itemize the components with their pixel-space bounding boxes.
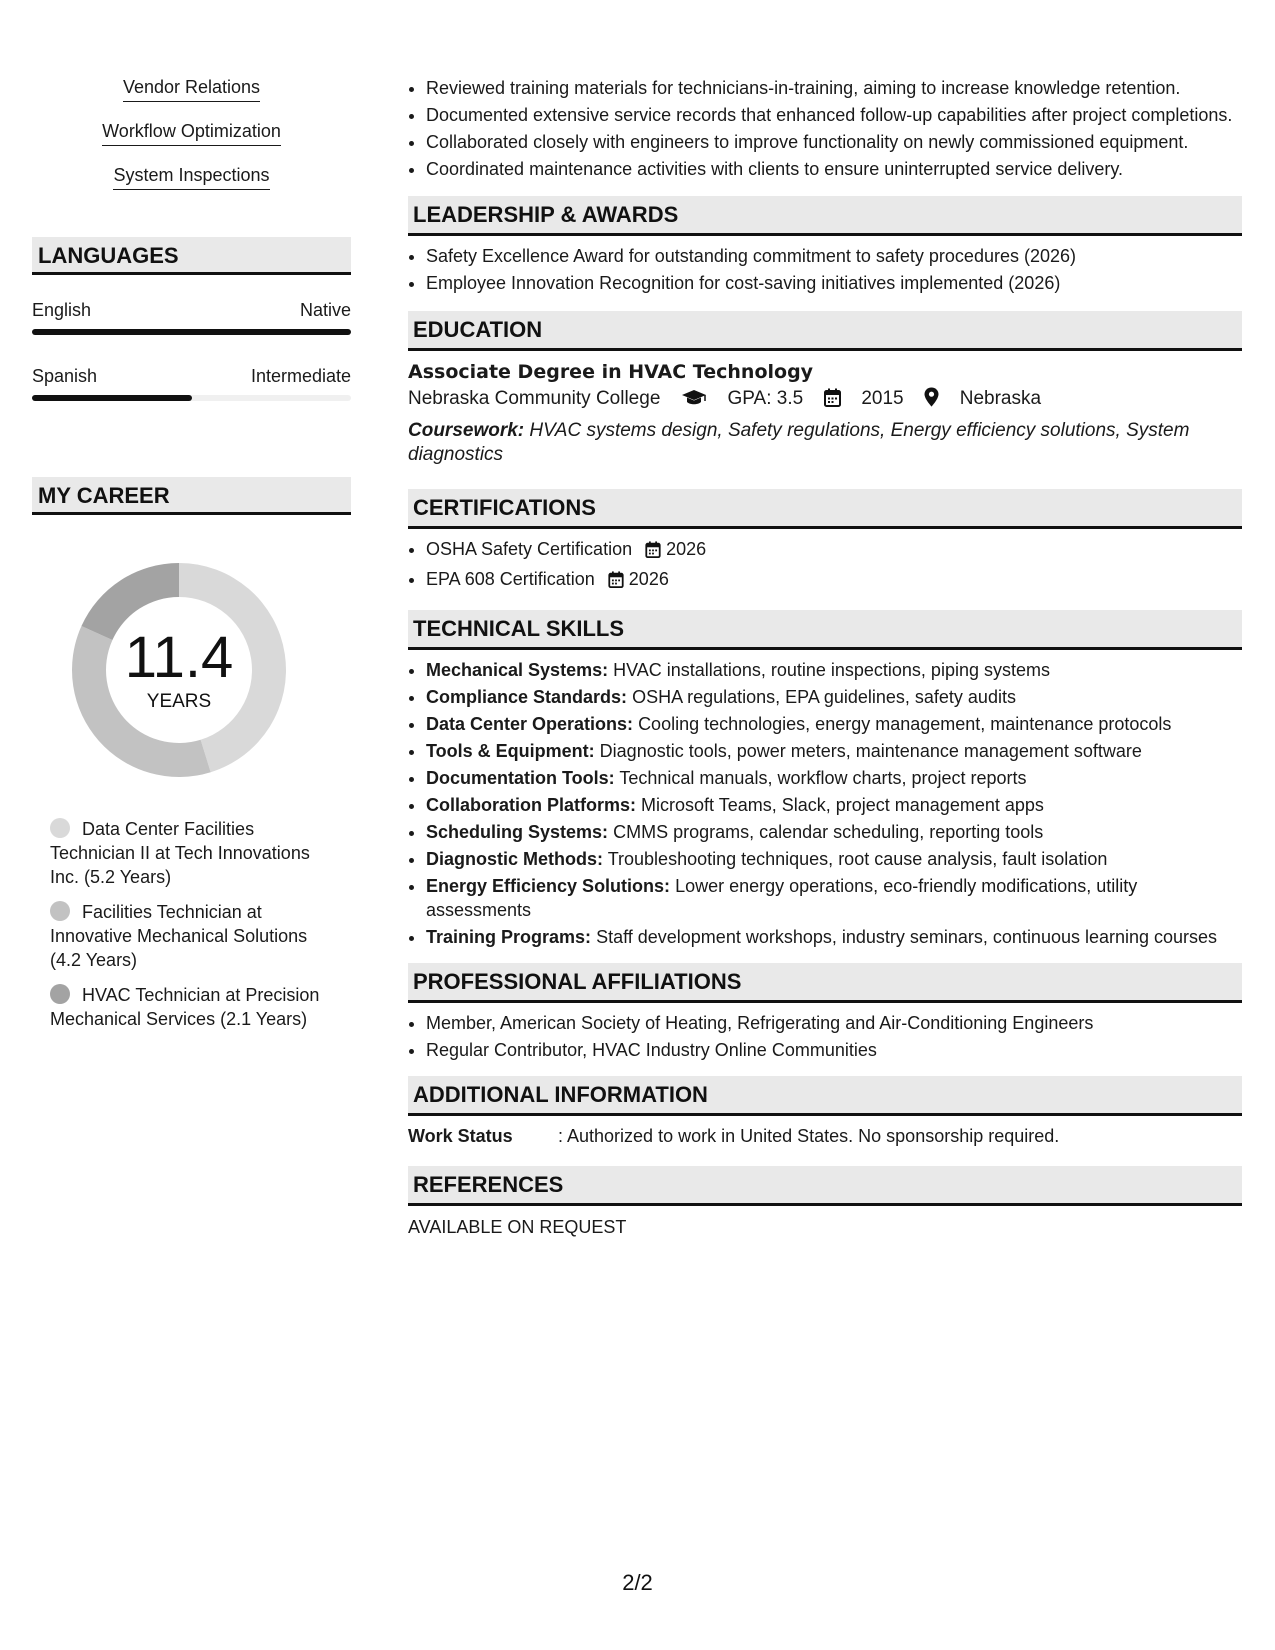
technical-skill-item bbox=[426, 820, 1242, 844]
experience-bullet: • Collaborated closely with engineers to improve functionality on newly commissioned equipment. bbox=[426, 130, 1242, 154]
school-name: Nebraska Community College bbox=[408, 388, 661, 409]
career-legend bbox=[50, 817, 351, 1031]
career-legend-text: Facilities Technician at Innovative Mechanical Solutions (4.2 Years) bbox=[50, 902, 308, 970]
education-heading: EDUCATION bbox=[408, 311, 1242, 351]
skill-category: Collaboration Platforms: bbox=[426, 795, 637, 815]
graduation-year: 2015 bbox=[861, 388, 904, 409]
references-text: AVAILABLE ON REQUEST bbox=[408, 1217, 627, 1237]
skill-category: Diagnostic Methods: bbox=[426, 849, 604, 869]
career-total-years: 11.4 bbox=[124, 625, 234, 690]
skill-category: Documentation Tools: bbox=[426, 768, 615, 788]
skill-tag: System Inspections bbox=[113, 163, 269, 190]
technical-skill-item bbox=[426, 925, 1242, 949]
skill-detail: HVAC installations, routine inspections, piping systems bbox=[613, 660, 1050, 680]
affiliations-list bbox=[408, 1011, 1242, 1062]
skill-detail: Diagnostic tools, power meters, maintenance management software bbox=[599, 741, 1142, 761]
affiliation-item: • Member, American Society of Heating, Refrigerating and Air-Conditioning Engineers bbox=[426, 1011, 1242, 1035]
technical-skills-heading: TECHNICAL SKILLS bbox=[408, 610, 1242, 650]
technical-skill-item bbox=[426, 739, 1242, 763]
work-status-label: Work Status bbox=[408, 1126, 513, 1146]
skill-tag: Vendor Relations bbox=[123, 75, 260, 102]
language-proficiency-bar bbox=[32, 329, 351, 335]
language-level: Native bbox=[299, 300, 351, 320]
skill-detail: Microsoft Teams, Slack, project management apps bbox=[641, 795, 1044, 815]
skill-category: Compliance Standards: bbox=[426, 687, 628, 707]
language-proficiency-bar bbox=[32, 395, 351, 401]
skill-list bbox=[32, 75, 351, 207]
leadership-item: • Safety Excellence Award for outstanding commitment to safety procedures (2026) bbox=[426, 244, 1242, 268]
calendar-icon bbox=[824, 388, 841, 416]
skill-category: Data Center Operations: bbox=[426, 714, 634, 734]
education-details bbox=[408, 385, 1242, 416]
certification-item bbox=[426, 567, 1242, 594]
education-entry bbox=[408, 359, 1242, 467]
page-number: 2/2 bbox=[622, 1570, 653, 1595]
technical-skill-item bbox=[426, 847, 1242, 871]
skill-detail: Technical manuals, workflow charts, project reports bbox=[619, 768, 1027, 788]
technical-skill-item bbox=[426, 685, 1242, 709]
main-content bbox=[408, 76, 1242, 1239]
technical-skill-item bbox=[426, 793, 1242, 817]
language-item bbox=[32, 365, 351, 401]
coursework-label: Coursework: bbox=[408, 420, 525, 441]
certification-name: OSHA Safety Certification bbox=[426, 539, 633, 559]
skill-category: Tools & Equipment: bbox=[426, 741, 595, 761]
certifications-heading: CERTIFICATIONS bbox=[408, 489, 1242, 529]
education-location: Nebraska bbox=[959, 388, 1042, 409]
graduation-cap-icon bbox=[681, 388, 707, 416]
references-heading: REFERENCES bbox=[408, 1166, 1242, 1206]
language-level: Intermediate bbox=[250, 366, 351, 386]
certification-name: EPA 608 Certification bbox=[426, 569, 595, 589]
skill-detail: CMMS programs, calendar scheduling, reporting tools bbox=[613, 822, 1044, 842]
career-donut-chart bbox=[66, 557, 292, 783]
language-proficiency-fill bbox=[32, 329, 351, 335]
skill-detail: Staff development workshops, industry seminars, continuous learning courses bbox=[596, 927, 1218, 947]
legend-dot-icon bbox=[50, 901, 70, 921]
career-legend-item bbox=[50, 983, 330, 1031]
career-legend-item bbox=[50, 900, 330, 972]
skill-category: Energy Efficiency Solutions: bbox=[426, 876, 671, 896]
degree-title: Associate Degree in HVAC Technology bbox=[408, 361, 814, 383]
coursework-text: HVAC systems design, Safety regulations, Energy efficiency solutions, System diagnostics bbox=[408, 420, 1190, 465]
language-proficiency-fill bbox=[32, 395, 192, 401]
gpa: GPA: 3.5 bbox=[727, 388, 804, 409]
skill-detail: Troubleshooting techniques, root cause analysis, fault isolation bbox=[607, 849, 1108, 869]
language-name: English bbox=[32, 300, 92, 320]
career-legend-text: HVAC Technician at Precision Mechanical Services (2.1 Years) bbox=[50, 985, 320, 1029]
career-years-label: YEARS bbox=[146, 691, 212, 712]
languages-heading: LANGUAGES bbox=[32, 237, 351, 275]
certification-year: 2026 bbox=[666, 539, 707, 559]
skill-category: Mechanical Systems: bbox=[426, 660, 609, 680]
career-legend-item bbox=[50, 817, 330, 889]
affiliation-item: • Regular Contributor, HVAC Industry Online Communities bbox=[426, 1038, 1242, 1062]
career-legend-text: Data Center Facilities Technician II at Tech Innovations Inc. (5.2 Years) bbox=[50, 819, 310, 887]
technical-skill-item bbox=[426, 712, 1242, 736]
skill-detail: OSHA regulations, EPA guidelines, safety audits bbox=[632, 687, 1016, 707]
legend-dot-icon bbox=[50, 818, 70, 838]
skill-detail: Cooling technologies, energy management, maintenance protocols bbox=[638, 714, 1172, 734]
language-name: Spanish bbox=[32, 366, 98, 386]
skill-detail: Lower energy operations, eco-friendly modifications, utility assessments bbox=[426, 876, 1138, 920]
technical-skill-item bbox=[426, 766, 1242, 790]
career-heading: MY CAREER bbox=[32, 477, 351, 515]
sidebar bbox=[32, 75, 351, 1042]
experience-bullet: • Documented extensive service records that enhanced follow-up capabilities after project completions. bbox=[426, 103, 1242, 127]
certification-item bbox=[426, 537, 1242, 564]
calendar-icon bbox=[645, 540, 661, 564]
leadership-heading: LEADERSHIP & AWARDS bbox=[408, 196, 1242, 236]
experience-bullet: • Coordinated maintenance activities with clients to ensure uninterrupted service delivery. bbox=[426, 157, 1242, 181]
experience-bullet: • Reviewed training materials for technicians-in-training, aiming to increase knowledge retention. bbox=[426, 76, 1242, 100]
work-status-value: : Authorized to work in United States. No sponsorship required. bbox=[558, 1126, 1060, 1146]
location-pin-icon bbox=[924, 387, 939, 416]
technical-skill-item bbox=[426, 658, 1242, 682]
affiliations-heading: PROFESSIONAL AFFILIATIONS bbox=[408, 963, 1242, 1003]
certification-year: 2026 bbox=[628, 569, 669, 589]
skill-category: Scheduling Systems: bbox=[426, 822, 609, 842]
certifications-list bbox=[408, 537, 1242, 594]
additional-info-heading: ADDITIONAL INFORMATION bbox=[408, 1076, 1242, 1116]
leadership-item: • Employee Innovation Recognition for cost-saving initiatives implemented (2026) bbox=[426, 271, 1242, 295]
technical-skill-item bbox=[426, 874, 1242, 922]
skill-category: Training Programs: bbox=[426, 927, 592, 947]
technical-skills-list bbox=[408, 658, 1242, 949]
legend-dot-icon bbox=[50, 984, 70, 1004]
skill-tag: Workflow Optimization bbox=[102, 119, 281, 146]
work-status-row bbox=[408, 1124, 1242, 1148]
leadership-list bbox=[408, 244, 1242, 295]
coursework bbox=[408, 419, 1242, 467]
language-item bbox=[32, 299, 351, 335]
experience-bullets bbox=[408, 76, 1242, 181]
calendar-icon bbox=[608, 570, 624, 594]
